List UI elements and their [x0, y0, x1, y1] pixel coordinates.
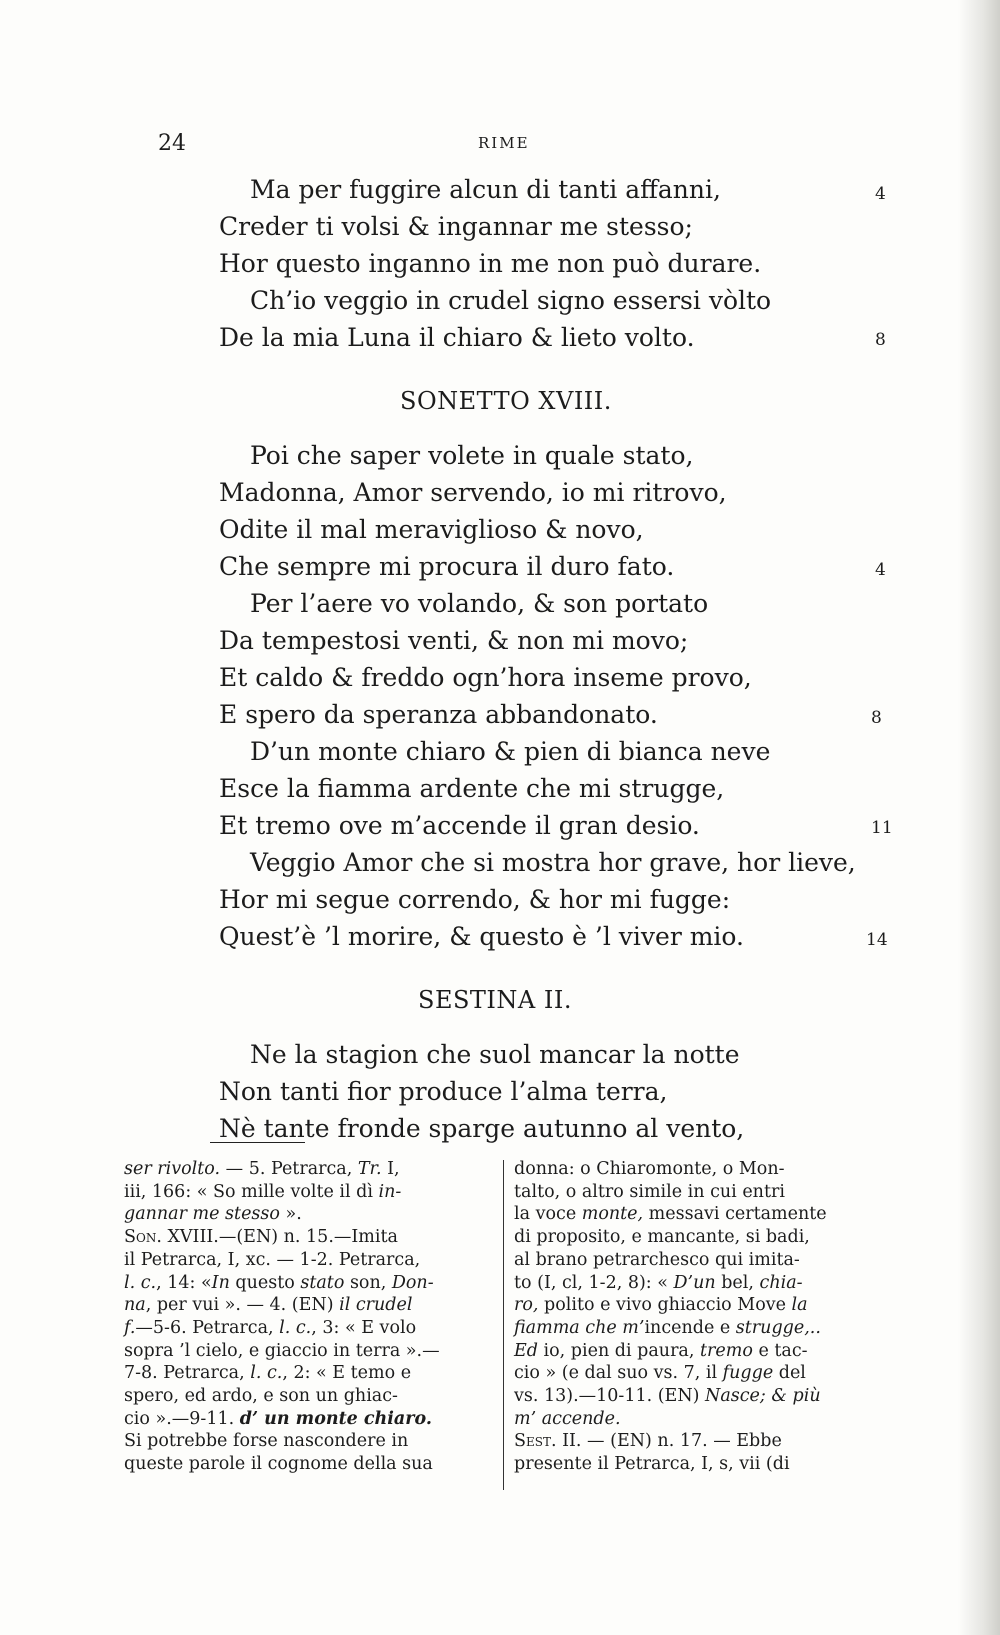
line-number: 4	[875, 560, 886, 580]
footnote-line	[124, 1408, 432, 1431]
footnote-segment: la	[791, 1295, 808, 1316]
footnote-segment: Don-	[391, 1272, 434, 1293]
footnote-line	[514, 1272, 803, 1295]
footnote-segment: ».	[279, 1204, 302, 1225]
footnote-segment: l. c.	[279, 1317, 312, 1338]
footnote-segment: vs. 13).—10-11. (EN)	[514, 1386, 706, 1406]
footnote-segment: d’ un monte chiaro.	[239, 1408, 432, 1429]
verse-line: Esce la fiamma ardente che mi strugge,	[219, 774, 725, 803]
footnote-line	[514, 1408, 621, 1431]
footnote-segment: m’ accende.	[514, 1408, 621, 1429]
footnote-segment: strugge,..	[735, 1317, 821, 1338]
footnote-segment: la voce	[514, 1204, 582, 1225]
footnote-segment: il crudel	[339, 1295, 413, 1316]
line-number: 11	[871, 818, 893, 838]
footnote-segment: del	[773, 1363, 806, 1384]
footnote-segment: , 2: « E temo e	[282, 1363, 412, 1384]
footnote-line	[124, 1362, 411, 1385]
footnote-segment: questo	[229, 1272, 301, 1293]
footnote-segment: cio ».—9-11.	[124, 1408, 240, 1429]
footnote-segment: I,	[381, 1159, 400, 1179]
line-number: 14	[866, 930, 888, 950]
footnote-segment: bel,	[715, 1272, 760, 1293]
footnote-line	[514, 1453, 790, 1476]
footnote-line	[124, 1203, 302, 1226]
footnote-segment: spero, ed ardo, e son un ghiac-	[124, 1386, 398, 1406]
footnote-segment: io, pien di paura,	[537, 1340, 700, 1361]
footnote-line	[124, 1294, 412, 1317]
footnote-line	[514, 1203, 827, 1226]
footnote-segment: D’un	[673, 1272, 716, 1293]
footnote-segment: talto, o altro simile in cui entri	[514, 1181, 785, 1202]
footnote-segment: Sest.	[514, 1431, 557, 1452]
verse-line: Creder ti volsi & ingannar me stesso;	[219, 212, 693, 241]
footnote-line	[514, 1340, 808, 1363]
footnote-line	[514, 1362, 806, 1385]
footnote-line	[514, 1158, 785, 1181]
poem-heading: SESTINA II.	[418, 986, 572, 1014]
running-title: RIME	[478, 134, 530, 152]
footnote-segment: al brano petrarchesco qui imita-	[514, 1249, 800, 1270]
verse-line: Che sempre mi procura il duro fato.	[219, 552, 675, 581]
footnote-line	[514, 1430, 782, 1453]
footnote-segment: chia-	[759, 1272, 803, 1293]
footnote-segment: 7-8. Petrarca,	[124, 1363, 251, 1384]
footnote-segment: messavi certamente	[643, 1204, 827, 1225]
verse-line: Et caldo & freddo ogn’hora inseme provo,	[219, 663, 752, 692]
verse-line: Hor questo inganno in me non può durare.	[219, 249, 762, 278]
verse-line: De la mia Luna il chiaro & lieto volto.	[219, 323, 695, 352]
footnote-line	[514, 1294, 808, 1317]
footnote-line	[124, 1181, 401, 1204]
line-number: 4	[875, 184, 886, 204]
footnote-segment: , 14: «	[156, 1272, 212, 1293]
footnote-line	[124, 1272, 434, 1295]
footnote-line	[514, 1317, 821, 1340]
footnote-segment: polito e vivo ghiaccio Move	[538, 1295, 792, 1316]
footnote-line	[514, 1249, 800, 1272]
footnote-line	[124, 1226, 398, 1249]
footnote-segment: incende e	[644, 1317, 736, 1338]
footnote-segment: Si potrebbe forse nascondere in	[124, 1431, 409, 1452]
footnote-segment: f.	[124, 1317, 136, 1338]
verse-line: Nè tante fronde sparge autunno al vento,	[219, 1114, 745, 1143]
footnote-line	[124, 1249, 420, 1272]
verse-line: Ch’io veggio in crudel signo essersi vòlto	[250, 286, 772, 315]
footnote-segment: di proposito, e mancante, si badi,	[514, 1227, 810, 1248]
footnote-segment: fugge	[722, 1363, 774, 1384]
footnote-line	[124, 1317, 416, 1340]
footnote-segment: —5-6. Petrarca,	[135, 1317, 280, 1338]
footnote-segment: e tac-	[752, 1340, 808, 1361]
verse-line: Poi che saper volete in quale stato,	[250, 441, 694, 470]
verse-line: Ma per fuggire alcun di tanti affanni,	[250, 175, 721, 204]
footnote-segment: l. c.	[250, 1363, 283, 1384]
footnote-segment: presente il Petrarca, I, s, vii (di	[514, 1454, 790, 1475]
footnote-rule	[210, 1142, 305, 1143]
footnote-segment: XVIII.—(EN) n. 15.—Imita	[161, 1227, 398, 1248]
verse-line: Ne la stagion che suol mancar la notte	[250, 1040, 740, 1069]
page-edge-shadow	[958, 0, 1000, 1635]
footnote-segment: na	[124, 1295, 146, 1316]
footnote-line	[124, 1453, 433, 1476]
footnote-segment: ro,	[514, 1295, 539, 1316]
footnote-segment: in-	[378, 1181, 402, 1202]
footnote-segment: — 5. Petrarca,	[220, 1159, 358, 1179]
verse-line: Quest’è ’l morire, & questo è ’l viver mio.	[219, 922, 744, 951]
footnote-segment: II. — (EN) n. 17. — Ebbe	[556, 1431, 782, 1452]
footnote-segment: il Petrarca, I, xc. — 1-2. Petrarca,	[124, 1249, 421, 1270]
footnote-segment: ser rivolto.	[124, 1159, 221, 1179]
footnote-segment: , per vui ». — 4. (EN)	[145, 1295, 340, 1316]
footnote-segment: fiamma che m’	[514, 1317, 645, 1338]
footnote-segment: monte,	[581, 1204, 644, 1225]
verse-line: Per l’aere vo volando, & son portato	[250, 589, 709, 618]
footnote-segment: son,	[344, 1272, 392, 1293]
footnote-line	[124, 1340, 440, 1363]
verse-line: Non tanti fior produce l’alma terra,	[219, 1077, 668, 1106]
footnote-line	[514, 1181, 785, 1204]
footnote-segment: Ed	[514, 1340, 538, 1361]
verse-line: Odite il mal meraviglioso & novo,	[219, 515, 644, 544]
footnote-line	[124, 1158, 400, 1181]
page-number: 24	[158, 131, 186, 156]
verse-line: Madonna, Amor servendo, io mi ritrovo,	[219, 478, 727, 507]
line-number: 8	[875, 330, 886, 350]
footnote-segment: , 3: « E volo	[311, 1317, 417, 1338]
line-number: 8	[871, 708, 882, 728]
footnote-segment: Nasce; & più	[705, 1386, 821, 1406]
footnote-segment: gannar me stesso	[124, 1204, 280, 1225]
footnote-segment: queste parole il cognome della sua	[124, 1454, 433, 1475]
footnote-segment: stato	[300, 1272, 345, 1293]
footnote-segment: iii, 166: « So mille volte il dì	[124, 1181, 379, 1202]
footnote-line	[124, 1430, 408, 1453]
verse-line: Et tremo ove m’accende il gran desio.	[219, 811, 700, 840]
verse-line: Da tempestosi venti, & non mi movo;	[219, 626, 689, 655]
verse-line: Veggio Amor che si mostra hor grave, hor lieve,	[250, 848, 856, 877]
footnote-line	[124, 1385, 398, 1408]
verse-line: E spero da speranza abbandonato.	[219, 700, 658, 729]
footnote-segment: In	[211, 1272, 230, 1293]
footnote-segment: to (I, cl, 1-2, 8): «	[514, 1272, 674, 1293]
footnote-line	[514, 1385, 821, 1408]
verse-line: D’un monte chiaro & pien di bianca neve	[250, 737, 771, 766]
footnote-segment: Son.	[124, 1227, 162, 1248]
verse-line: Hor mi segue correndo, & hor mi fugge:	[219, 885, 731, 914]
footnote-segment: sopra ’l cielo, e giaccio in terra ».—	[124, 1340, 440, 1361]
footnote-segment: l. c.	[124, 1272, 157, 1293]
footnote-segment: Tr.	[357, 1159, 382, 1179]
column-divider	[503, 1160, 504, 1490]
footnote-segment: tremo	[700, 1340, 753, 1361]
footnote-segment: cio » (e dal suo vs. 7, il	[514, 1363, 723, 1384]
footnote-line	[514, 1226, 810, 1249]
footnote-segment: donna: o Chiaromonte, o Mon-	[514, 1159, 785, 1179]
poem-heading: SONETTO XVIII.	[400, 387, 612, 415]
